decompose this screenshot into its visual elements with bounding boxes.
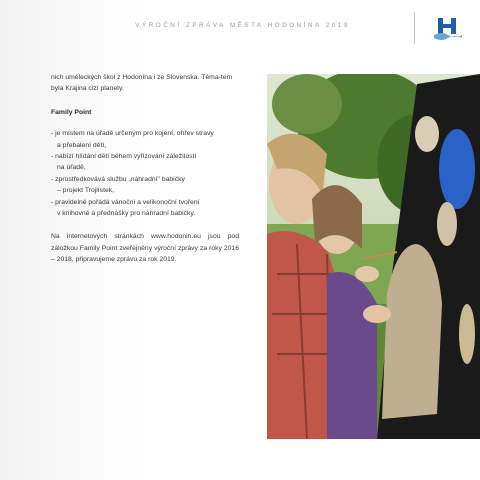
- bullet-list: [51, 128, 239, 219]
- photo-children-painting: [267, 74, 480, 439]
- text-column: [51, 72, 239, 266]
- list-item: – projekt Trojlístek,: [57, 187, 115, 195]
- header-divider: [414, 12, 415, 44]
- list-item: v knihovně a přednášky pro náhradní babičky.: [57, 210, 196, 218]
- intro-paragraph: nich uměleckých škol z Hodonína i ze Slovenska. Téma-tem byla Krajina cizí planety.: [51, 74, 233, 93]
- header-title: VÝROČNÍ ZPRÁVA MĚSTA HODONÍNA 2019: [135, 22, 350, 29]
- list-item: - je místem na úřadě určeným pro kojení, ohřev stravy: [51, 130, 214, 138]
- list-item: a přebalení dětí,: [57, 141, 107, 149]
- list-item: na úřadě,: [57, 164, 86, 172]
- hodonin-logo-icon: [432, 16, 464, 42]
- list-item: - zprostředkovává službu „náhradní" babičky: [51, 175, 185, 183]
- section-heading: Family Point: [51, 108, 92, 116]
- list-item: - nabízí hlídání dětí během vyřizování záležitostí: [51, 153, 197, 161]
- list-item: - pravidelně pořádá vánoční a velikonoční tvoření: [51, 198, 200, 206]
- closing-paragraph: Na internetových stránkách www.hodonin.eu jsou pod záložkou Family Point zveřejněny výroční zprávy za roky 2016 – 2018, připravujeme zprávu za rok 2019.: [51, 233, 239, 264]
